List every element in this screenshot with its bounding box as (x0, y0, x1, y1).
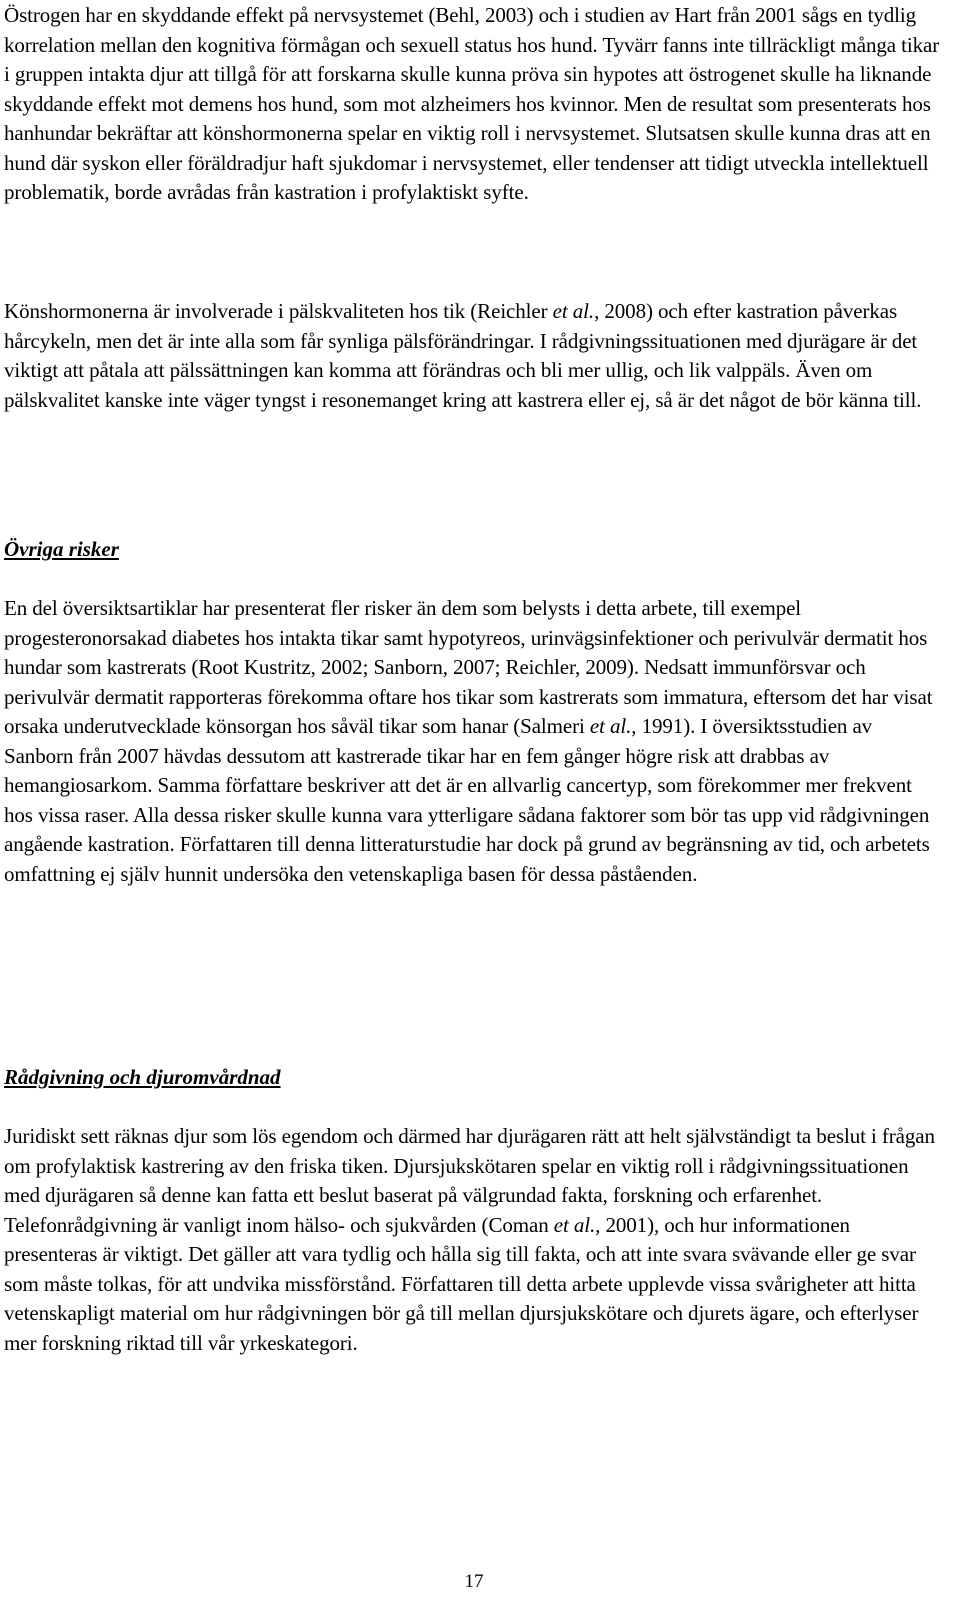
citation-et-al: et al., (553, 1212, 601, 1237)
paragraph-text: Juridiskt sett räknas djur som lös egendom och därmed har djurägaren rätt att helt självständigt ta beslut i frågan om profylaktisk kastrering av den friska tiken. Djursjukskötaren spelar en viktig roll i rådgivningssituationen med djurägaren så denne kan fatta ett beslut baserat på välgrundad fakta, forskning och erfarenhet. Telefonrådgivning är vanligt inom hälso- och sjukvården (Coman (4, 1124, 935, 1237)
paragraph-text: 2001), och hur informationen presenteras är viktigt. Det gäller att vara tydlig och hålla sig till fakta, och att inte svara svävande eller ge svar som måste tolkas, för att undvika missförstånd. Författaren till detta arbete upplevde vissa svårigheter att hitta vetenskapligt material om hur rådgivningen bör gå till mellan djursjukskötare och djurets ägare, och efterlyser mer forskning riktad till vår yrkeskategori. (4, 1212, 919, 1355)
paragraph-estrogen (4, 1, 944, 208)
section-heading-advice-care: Rådgivning och djuromvårdnad (4, 1065, 281, 1089)
paragraph-text: , 2008) och efter kastration påverkas hårcykeln, men det är inte alla som får synliga pälsförändringar. I rådgivningssituationen med djurägare är det viktigt att påtala att pälssättningen kan komma att förändras och bli mer ullig, och lik valppäls. Även om pälskvalitet kanske inte väger tyngst i resonemanget kring att kastrera eller ej, så är det något de bör känna till. (4, 299, 922, 412)
section-heading-other-risks: Övriga risker (4, 537, 119, 561)
paragraph-text: En del översiktsartiklar har presenterat fler risker än dem som belysts i detta arbete, till exempel progesteronorsakad diabetes hos intakta tikar samt hypotyreos, urinvägsinfektioner och perivulvär dermatit hos hundar som kastrerats (Root Kustritz, 2002; Sanborn, 2007; Reichler, 2009). Nedsatt immunförsvar och perivulvär dermatit rapporteras förekomma oftare hos tikar som kastrerats som immatura, eftersom det har visat orsaka underutvecklade könsorgan hos såväl tikar som hanar (Salmeri (4, 596, 933, 738)
page-number: 17 (464, 1571, 484, 1592)
paragraph-text: Könshormonerna är involverade i pälskvaliteten hos tik (Reichler (4, 299, 553, 323)
paragraph-advice (4, 1122, 944, 1358)
paragraph-other-risks (4, 594, 944, 889)
paragraph-text: 1991). I översiktsstudien av Sanborn från 2007 hävdas dessutom att kastrerade tikar har en fem gånger högre risk att drabbas av hemangiosarkom. Samma författare beskriver att det är en allvarlig cancertyp, som förekommer mer frekvent hos vissa raser. Alla dessa risker skulle kunna vara ytterligare sådana faktorer som bör tas upp vid rådgivningen angående kastration. Författaren till denna litteraturstudie har dock på grund av begränsning av tid, och arbetets omfattning ej själv hunnit undersöka den vetenskapliga basen för dessa påståenden. (4, 714, 930, 886)
paragraph-coat-quality (4, 297, 944, 415)
paragraph-text: Östrogen har en skyddande effekt på nervsystemet (Behl, 2003) och i studien av Hart från 2001 sågs en tydlig korrelation mellan den kognitiva förmågan och sexuell status hos hund. Tyvärr fanns inte tillräckligt många tikar i gruppen intakta djur att tillgå för att forskarna skulle kunna pröva sin hypotes att östrogenet skulle ha liknande skyddande effekt mot demens hos hund, som mot alzheimers hos kvinnor. Men de resultat som presenterats hos hanhundar bekräftar att könshormonerna spelar en viktig roll i nervsystemet. Slutsatsen skulle kunna dras att en hund där syskon eller föräldradjur haft sjukdomar i nervsystemet, eller tendenser att tidigt utveckla intellektuell problematik, borde avrådas från kastration i profylaktiskt syfte. (4, 3, 940, 204)
citation-et-al: et al. (552, 299, 595, 323)
citation-et-al: et al., (589, 714, 637, 738)
